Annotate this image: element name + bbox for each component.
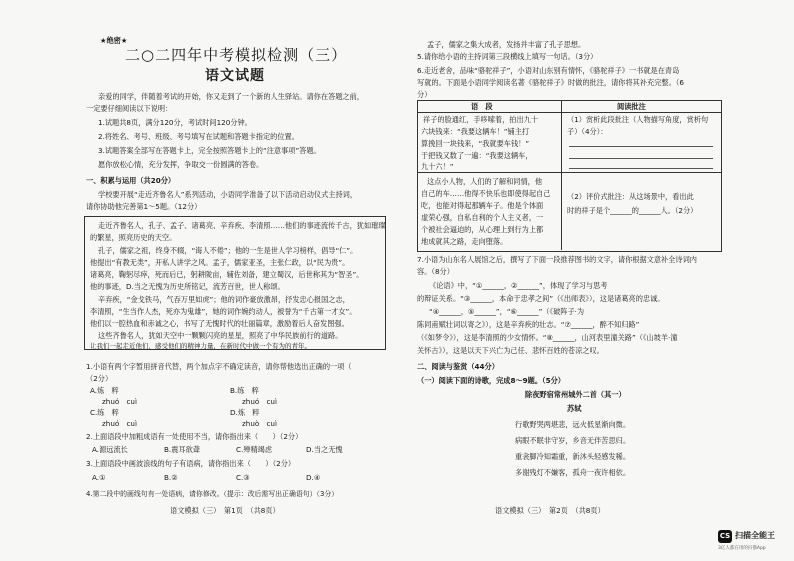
passage-line: 让我们一起走近他们，感受他们的精神力量，在新时代中做一个有为的青年。 bbox=[90, 342, 311, 350]
question-6: 写就的。下面是小语同学阅读名著《骆驼祥子》时做的批注，请你将其补充完整。（6 bbox=[417, 78, 684, 87]
intro-line: 3.试题答案全部写在答题卡上，完全按照答题卡上的“注意事项”答题。 bbox=[98, 146, 321, 155]
table-divider bbox=[417, 172, 721, 173]
answer-line[interactable] bbox=[569, 146, 713, 147]
q7-text: （《如梦令》），这是李清照的少女情怀。“⑧______，山河表里潼关路”（《山坡羊·潼 bbox=[417, 333, 678, 342]
passage-line: 他提出“有教无类”，开私人讲学之风。孟子，儒家亚圣，主张仁政，以“民为贵”。 bbox=[90, 258, 350, 267]
answer-line[interactable] bbox=[569, 158, 713, 159]
table-divider bbox=[561, 100, 562, 250]
q1-option-b-pinyin: zhuó cuì bbox=[242, 397, 277, 406]
q1-option-d[interactable]: D.炼 粹 bbox=[230, 408, 260, 417]
q7-text: 《论语》中，“①______，②______”，体现了学习与思考 bbox=[429, 281, 608, 290]
passage-line: 李清照，“生当作人杰，死亦为鬼雄”，她的词作婉约动人，被誉为“千古第一才女”。 bbox=[90, 307, 357, 316]
passage-line: 走近齐鲁名人，孔子、孟子、诸葛亮、辛弃疾、李清照……他们的事迹流传千古，犹如璀璨 bbox=[98, 221, 386, 230]
q3-option-b[interactable]: B.② bbox=[164, 473, 178, 482]
question-6: 分） bbox=[417, 90, 432, 99]
question-4: 4.第二段中的画线句有一处语病，请你修改。（提示：改后需写出正确语句）（3分） bbox=[86, 490, 339, 498]
q1-option-d-pinyin: zhuò cuì bbox=[242, 419, 277, 428]
question-2: 2.上面语段中加粗成语有一处使用不当，请你指出来（ ）（2分） bbox=[86, 432, 303, 441]
secret-mark: ★绝密★ bbox=[100, 36, 128, 45]
q3-option-a[interactable]: A.① bbox=[92, 473, 106, 482]
question-5: 5.请你给小语的主持词第三段横线上填写一句话。（3分） bbox=[417, 52, 598, 61]
table-cell-text: 虚荣心强，自私自利的个人主义者，一 bbox=[421, 213, 544, 222]
poem-line: 行歌野哭两堪悲，远火低星渐向微。 bbox=[515, 420, 631, 429]
question-1-score: （2分） bbox=[86, 374, 113, 383]
right-page bbox=[397, 0, 794, 561]
q1-option-c-pinyin: zhuó cuì bbox=[102, 419, 137, 428]
question-7: 7.小语为山东名人展馆之后，撰写了下面一段推荐图书的文字，请你根据文意补全诗词内 bbox=[417, 255, 697, 264]
question-3: 3.上面语段中画波浪线的句子有语病，请你指出来（ ）（2分） bbox=[86, 459, 296, 468]
q7-text: 陈同甫赋壮词以寄之》），这是辛弃疾的壮志。“⑦______，醉不知归路” bbox=[417, 320, 640, 329]
table-divider bbox=[417, 112, 721, 113]
poem-line: 病眼不眠非守岁，乡音无伴苦思归。 bbox=[515, 436, 631, 445]
table-cell-text: 自己的车……他得不快乐也即使得起自己 bbox=[421, 189, 551, 198]
table-cell-text: 这点小人物，人们的了解和同情，他 bbox=[427, 177, 543, 186]
watermark-title: 扫描全能王 bbox=[735, 531, 775, 540]
poem-title: 除夜野宿常州城外二首（其一） bbox=[525, 390, 626, 399]
q2-option-c[interactable]: C.殚精竭虑 bbox=[236, 445, 273, 454]
q2-option-a[interactable]: A.源远流长 bbox=[92, 445, 128, 454]
intro-line: 一定要仔细阅读以下说明： bbox=[86, 104, 173, 113]
camscanner-logo-icon: CS bbox=[718, 530, 732, 543]
passage-line: 他的事迹，D.当之无愧为历史所铭记，流芳百世，世人称颂。 bbox=[90, 282, 285, 291]
q2-option-d[interactable]: D.当之无愧 bbox=[306, 445, 343, 454]
q7-text: “④______，⑤______”，“⑥______”（《破阵子·为 bbox=[429, 307, 585, 316]
q1-option-c[interactable]: C.练 粹 bbox=[90, 408, 119, 417]
q2-option-b[interactable]: B.震耳欲聋 bbox=[164, 445, 200, 454]
intro-line: 亲爱的同学，伴随着考试的开始，你又走到了一个新的人生驿站。请你在答题之前， bbox=[98, 92, 364, 101]
q3-option-c[interactable]: C.③ bbox=[236, 473, 250, 482]
section-lead: 学校要开展“走近齐鲁名人”系列活动，小语同学准备了以下活动启动仪式主持词， bbox=[98, 190, 358, 199]
table-cell-text: 九十六！” bbox=[421, 162, 454, 171]
answer-line[interactable] bbox=[569, 168, 713, 169]
page-footer: 语文模拟（三） 第2页 （共8页） bbox=[495, 506, 605, 515]
table-cell-text: 祥子的脸通红，手哆嗦着，拍出九十 bbox=[423, 115, 539, 124]
q1-option-a-pinyin: zhuó cuì bbox=[102, 397, 137, 406]
poem-line: 多谢残灯不嫌客，孤舟一夜许相依。 bbox=[515, 468, 631, 477]
table-cell-text: 吃，也能对得起那辆车子。他是个体面 bbox=[421, 201, 544, 210]
table-header-passage: 语 段 bbox=[471, 102, 493, 111]
table-cell-text: 于把钱又数了一遍：“我要这辆车， bbox=[421, 151, 533, 160]
subsection-heading: （一）阅读下面的诗歌，完成8～9题。（5分） bbox=[417, 376, 565, 385]
intro-line: 1.试题共8页，满分120分，考试时间120分钟。 bbox=[98, 118, 252, 127]
q1-option-a[interactable]: A.炼 粹 bbox=[90, 386, 119, 395]
table-note: 时的祥子是个______的______人。（2分） bbox=[567, 206, 698, 215]
intro-line: 愿你放松心情，充分发挥，争取交一份圆满的答卷。 bbox=[98, 160, 264, 169]
poem-author: 苏轼 bbox=[567, 404, 582, 413]
table-header-note: 阅读批注 bbox=[617, 102, 646, 111]
page-footer: 语文模拟（三） 第1页 （共8页） bbox=[170, 506, 280, 515]
q7-text: 的辩证关系。“③______，本命于忠孝之间”（《出师表》），这是诸葛亮的忠诚。 bbox=[417, 294, 665, 303]
table-cell-text: 六块钱来：“我要这辆车！”铺主打 bbox=[421, 127, 530, 136]
question-7: 容。（8分） bbox=[417, 267, 454, 276]
table-cell-text: 个被社会逼迫的，从心理上到行为上都 bbox=[421, 225, 544, 234]
exam-title: 二○二四年中考模拟检测（三） bbox=[125, 46, 348, 64]
section-heading: 一、积累与运用（共20分） bbox=[86, 176, 176, 185]
table-note: （1）赏析此段批注（人物描写角度，赏析句 bbox=[567, 115, 709, 124]
q7-text: 关怀古》），这是以天下兴亡为己任、悲怀百姓的苍凉之叹。 bbox=[417, 346, 604, 355]
question-1: 1.小语有两个字暂用拼音代替，两个加点字不确定读音，请你帮他选出正确的一项（ bbox=[86, 362, 352, 371]
top-line: 孟子，儒家之集大成者，发扬并丰富了孔子思想。 bbox=[427, 40, 586, 49]
poem-line: 重衾脚冷知霜重，新沐头轻感发稀。 bbox=[515, 452, 631, 461]
passage-line: 他们以一腔热血和赤诚之心，书写了无愧时代的壮丽篇章，激励着后人奋发图强。 bbox=[90, 319, 349, 328]
intro-line: 2.将姓名、考号、班级、考号填写在试题和答题卡指定的位置。 bbox=[98, 132, 299, 141]
section-heading: 二、阅读与鉴赏（44分） bbox=[417, 362, 499, 371]
q3-option-d[interactable]: D.④ bbox=[306, 473, 321, 482]
passage-line: 诸葛亮，鞠躬尽瘁，死而后已，躬耕陇亩，辅佐刘备，建立蜀汉，后世称其为“智圣”。 bbox=[90, 270, 364, 279]
table-note: 子）（4分）： bbox=[567, 127, 608, 136]
table-note: （2）评价式批注：从这场景中，看出此 bbox=[567, 192, 694, 201]
passage-line: 孔子，儒家之祖，终身不辍，“诲人不倦”；他的一生是世人学习榜样，倡导“仁”。 bbox=[98, 246, 358, 255]
passage-line: 辛弃疾，“金戈铁马，气吞万里如虎”；他的词作豪放激昂，抒发忠心报国之志， bbox=[98, 295, 350, 304]
section-lead: 请你协助他完善第1～5题。（12分） bbox=[86, 202, 202, 211]
passage-line: 这些齐鲁名人，犹如天空中一颗颗闪亮的星星，照亮了中华民族前行的道路。 bbox=[98, 331, 343, 340]
q1-option-b[interactable]: B.练 粹 bbox=[230, 386, 259, 395]
subject-title: 语文试题 bbox=[205, 68, 265, 84]
watermark-subtitle: 3亿人都在用的扫描App bbox=[718, 546, 766, 551]
question-6: 6.走近老舍，品味“骆驼祥子”，小语对山东别有情怀，《骆驼祥子》一书就是在青岛 bbox=[417, 66, 680, 75]
passage-line: 的繁星，照亮历史的天空。 bbox=[90, 233, 177, 242]
table-cell-text: 地成就其之路，走向堕落。 bbox=[421, 237, 508, 246]
table-cell-text: 算挽回一块钱来，“我就要车钱！” bbox=[421, 139, 530, 148]
